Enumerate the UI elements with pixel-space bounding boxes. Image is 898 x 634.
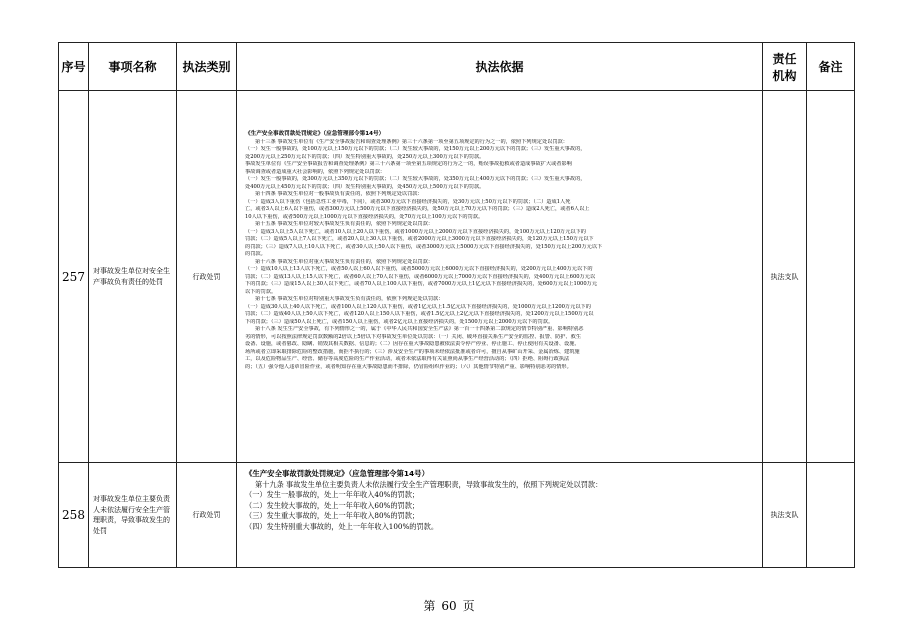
legal-basis-cell — [237, 463, 763, 568]
legal-basis-title: 《生产安全事故罚款处罚规定》（应急管理部令第14号） — [245, 469, 429, 478]
enforcement-table — [58, 42, 855, 568]
legal-basis-line: 的罚款；（三）造成7人以上10人以下死亡，或者30人以上50人以下重伤，或者3000万元以上5000万元以下直接经济损失的，处150万元以上200万元以下 — [245, 243, 603, 250]
header-no: 序号 — [59, 43, 89, 91]
header-remark: 备注 — [807, 43, 855, 91]
remark-cell — [807, 91, 855, 463]
header-name: 事项名称 — [89, 43, 177, 91]
legal-basis-line: 10人以下重伤，或者500万元以上1000万元以下直接经济损失的，处70万元以上100万元以下的罚款。 — [245, 213, 484, 220]
row-number: 258 — [59, 463, 89, 568]
legal-basis-title: 《生产安全事故罚款处罚规定》（应急管理部令第14号） — [245, 131, 385, 137]
legal-basis-line: 设备、设施，或者篡改、隐瞒、销毁其相关数据、信息的；（二）因存在重大事故隐患被依法责令停产停业、停止施工、停止使用有关设备、设施、 — [245, 341, 580, 347]
page-suffix: 页 — [462, 599, 475, 613]
legal-basis-line: 劣的情形，可以按照法律规定罚款数额的2倍以上5倍以下对事故发生单位处以罚款：（一）关闭、破坏直接关系生产安全的监控、报警、防护、救生 — [245, 333, 582, 340]
enforcement-type: 行政处罚 — [177, 91, 237, 463]
legal-basis-line: 第十六条 事故发生单位对重大事故发生负有责任的，依照下列规定处以罚款： — [255, 258, 434, 265]
legal-basis-line: （四）发生特别重大事故的，处上一年年收入100%的罚款。 — [245, 521, 439, 531]
legal-basis-line: 处200万元以上250万元以下的罚款；（四）发生特别重大事故的，处250万元以上300万元以下的罚款。 — [245, 153, 485, 160]
legal-basis-line: （一）造成10人以上13人以下死亡，或者50人以上60人以下重伤，或者5000万元以上6000万元以下直接经济损失的，处200万元以上400万元以下的 — [245, 266, 593, 272]
legal-basis-line: 的；（五）强令他人违章冒险作业，或者明知存在重大事故隐患而不排除，仍冒险组织作业的；（六）其他情节特别严重、影响特别恶劣的情形。 — [245, 363, 572, 370]
legal-basis-lines — [245, 480, 752, 533]
row-number: 257 — [59, 91, 89, 463]
header-basis: 执法依据 — [237, 43, 763, 91]
header-dept-line2: 机构 — [772, 68, 797, 83]
legal-basis-line: 第十八条 发生生产安全事故，有下列情形之一的，属于《中华人民共和国安全生产法》第一百一十四条第二款规定的情节特别严重、影响特别恶 — [255, 326, 584, 332]
table-row — [59, 463, 855, 568]
item-name: 对事故发生单位对安全生产事故负有责任的处罚 — [89, 91, 177, 463]
enforcement-type: 行政处罚 — [177, 463, 237, 568]
legal-basis-line: 下的罚款；（三）造成50人以上死亡，或者150人以上重伤，或者2亿元以上直接经济损失的，处1500万元以上2000万元以下的罚款。 — [245, 318, 554, 325]
legal-basis-line: 事故发生单位有《生产安全事故报告和调查处理条例》第三十六条第一项至第五项规定的行为之一的，贻误事故抢救或者造成事故扩大或者影响 — [245, 161, 572, 167]
remark-cell — [807, 463, 855, 568]
legal-basis-line: 第十七条 事故发生单位对特别重大事故发生负有责任的，依照下列规定处以罚款： — [255, 296, 444, 302]
legal-basis-line: 事故调查或者造成重大社会影响的，依照下列规定处以罚款： — [245, 168, 386, 175]
legal-basis-line: （一）发生一般事故的，处300万元以上350万元以下的罚款；（二）发生较大事故的，处350万元以上400万元以下的罚款；（三）发生重大事故的， — [245, 176, 586, 182]
legal-basis-line: （一）造成3人以上5人以下死亡，或者10人以上20人以下重伤，或者1000万元以上2000万元以下直接经济损失的，处100万元以上120万元以下的 — [245, 228, 586, 235]
table-row — [59, 91, 855, 463]
legal-basis-line: 第十四条 事故发生单位对一般事故负有责任的，依照下列规定处以罚款： — [255, 191, 423, 197]
legal-basis-line: 第十九条 事故发生单位主要负责人未依法履行安全生产管理职责，导致事故发生的，依照下列规定处以罚款： — [255, 479, 603, 489]
legal-basis-line: 的罚款。 — [245, 251, 266, 257]
responsible-dept: 执法支队 — [763, 463, 807, 568]
header-type: 执法类别 — [177, 43, 237, 91]
header-row — [59, 43, 855, 91]
legal-basis-line: 下的罚款；（三）造成15人以上30人以下死亡，或者70人以上100人以下重伤，或者7000万元以上1亿元以下直接经济损失的，处600万元以上1000万元 — [245, 281, 598, 287]
header-dept — [763, 43, 807, 91]
legal-basis-line: 工，以及危险物品生产、经营、储存等高度危险的生产作业活动，或者未依法取得有关证照尚从事生产经营活动的；（四）拒绝、阻碍行政执法 — [245, 356, 570, 362]
legal-basis-line: 罚款；（二）造成13人以上15人以下死亡，或者60人以上70人以下重伤，或者6000万元以上7000万元以下直接经济损失的，处400万元以上600万元以 — [245, 273, 596, 280]
responsible-dept: 执法支队 — [763, 91, 807, 463]
legal-basis-line: 场所或者立即采取排除危险的整改措施，而拒不执行的；（三）涉及安全生产的事项未经依法批准或者许可，擅自从事矿山开采、金属冶炼、建筑施 — [245, 348, 580, 355]
legal-basis-line: 以下的罚款。 — [245, 288, 277, 295]
legal-basis — [245, 465, 752, 533]
page-prefix: 第 — [423, 599, 436, 613]
legal-basis-line: 处400万元以上450万元以下的罚款；（四）发生特别重大事故的，处450万元以上500万元以下的罚款。 — [245, 183, 485, 190]
header-dept-line1: 责任 — [772, 51, 797, 66]
legal-basis-line: 罚款；（二）造成5人以上7人以下死亡，或者20人以上30人以下重伤，或者2000万元以上3000万元以下直接经济损失的，处120万元以上150万元以下 — [245, 236, 594, 242]
legal-basis-line: 第十五条 事故发生单位对较大事故发生负有责任的，依照下列规定处以罚款： — [255, 221, 434, 227]
legal-basis-line: 亡，或者3人以上6人以下重伤，或者300万元以上500万元以下直接经济损失的，处50万元以上70万元以下的罚款；（三）造成2人死亡，或者6人以上 — [245, 206, 590, 212]
page-number: 60 — [441, 599, 457, 613]
item-name: 对事故发生单位主要负责人未依法履行安全生产管理职责，导致事故发生的处罚 — [89, 463, 177, 568]
page-footer — [0, 597, 898, 614]
legal-basis-line: （一）发生一般事故的，处100万元以上150万元以下的罚款；（二）发生较大事故的，处150万元以上200万元以下的罚款；（三）发生重大事故的， — [245, 146, 586, 152]
legal-basis-line: 罚款；（二）造成40人以上50人以下死亡，或者120人以上150人以下重伤，或者1.5亿元以上2亿元以下直接经济损失的，处1200万元以上1500万元以 — [245, 311, 594, 317]
legal-basis-line: （一）造成30人以上40人以下死亡，或者100人以上120人以下重伤，或者1亿元以上1.5亿元以下直接经济损失的，处1000万元以上1200万元以下的 — [245, 303, 591, 310]
legal-basis-cell — [237, 91, 763, 463]
legal-basis-lines — [245, 139, 752, 372]
legal-basis-line: 第十三条 事故发生单位有《生产安全事故报告和调查处理条例》第三十六条第一项至第五项规定的行为之一的，依照下列规定处以罚款： — [255, 138, 568, 145]
legal-basis-line: （一）发生一般事故的，处上一年年收入40%的罚款； — [245, 490, 420, 500]
legal-basis — [245, 93, 752, 371]
legal-basis-line: （二）发生较大事故的，处上一年年收入60%的罚款； — [245, 500, 420, 510]
legal-basis-line: （三）发生重大事故的，处上一年年收入80%的罚款； — [245, 511, 420, 521]
legal-basis-line: （一）造成3人以下重伤（包括急性工业中毒，下同），或者300万元以下直接经济损失的，处30万元以上50万元以下的罚款；（二）造成1人死 — [245, 198, 571, 205]
